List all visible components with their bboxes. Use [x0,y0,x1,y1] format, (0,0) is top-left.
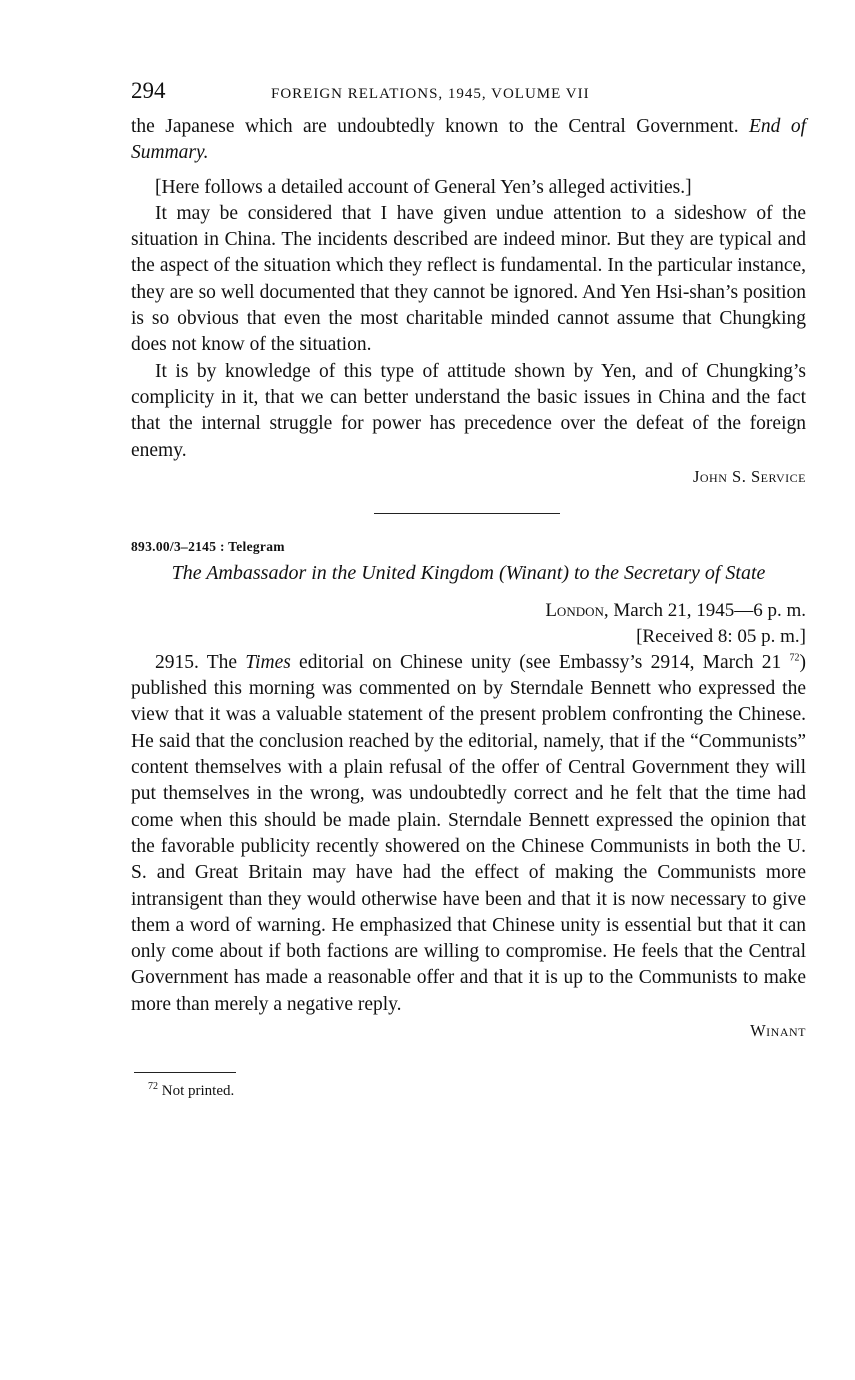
dateline [131,598,806,624]
page-header [131,78,806,114]
running-head: FOREIGN RELATIONS, 1945, VOLUME VII [271,86,590,102]
footnote-ref[interactable]: 72 [789,652,800,664]
dateline-date: , March 21, 1945—6 p. m. [603,599,806,621]
document-page [131,78,806,1101]
signature-service: John S. Service [692,466,806,486]
document-title: The Ambassador in the United Kingdom (Winant) to the Secretary of State [171,561,766,584]
section-divider [374,513,560,514]
footnote: $^{72}$ Not printed. [148,1081,235,1100]
times-newspaper: Times [245,651,291,673]
paragraph-summary-end: the Japanese which are undoubtedly known to the Central Government. End of Summary. [131,116,806,164]
received-time: [Received 8: 05 p. m.] [636,625,806,647]
paragraph-sideshow: It may be considered that I have given undue attention to a sideshow of the situation in China. The incidents described are indeed minor. But they are typical and the aspect of the situation which they reflect is fundamental. In the particular instance, they are so well documented that they cannot be ignored. And Yen Hsi-shan’s position is so obvious that even the most charitable minded cannot assume that Chungking does not know of the situation. [131,202,806,356]
dateline-place: London [545,599,604,621]
end-of-summary: End of Summary. [131,116,806,164]
file-reference: 893.00/3–2145 : Telegram [131,538,285,554]
footnote-divider [134,1072,236,1073]
signature-winant: Winant [750,1021,806,1041]
paragraph-knowledge: It is by knowledge of this type of attitude shown by Yen, and of Chungking’s complicity in it, that we can better understand the basic issues in China and the fact that the internal struggle for power has precedence over the defeat of the foreign enemy. [131,360,806,461]
footnote-mark: 72 [148,1081,158,1093]
paragraph-bracket-note: [Here follows a detailed account of General Yen’s alleged activities.] [155,176,692,198]
paragraph-telegram-body: 2915. The Times editorial on Chinese unity (see Embassy’s 2914, March 21 $^{72}$) published this morning was commented on by Sterndale Bennett who expressed the view that it was a valuable statement of the present problem confronting the Chinese. He said that the conclusion reached by the editorial, namely, that if the “Communists” content themselves with a plain refusal of the offer of Central Government they will put themselves in the wrong, was undoubtedly correct and he felt that the time had come when this should be made plain. Sterndale Bennett expressed the opinion that the favorable publicity recently showered on the Chinese Communists in both the U. S. and Great Britain may have had the effect of making the Communists more intransigent than they would otherwise have been and that it is now necessary to give them a word of warning. He emphasized that Chinese unity is essential but that it can only come about if both factions are willing to compromise. He feels that the Central Government has made a reasonable offer and that it is up to the Communists to make more than merely a negative reply. [131,651,807,1015]
page-number: 294 [131,78,166,103]
